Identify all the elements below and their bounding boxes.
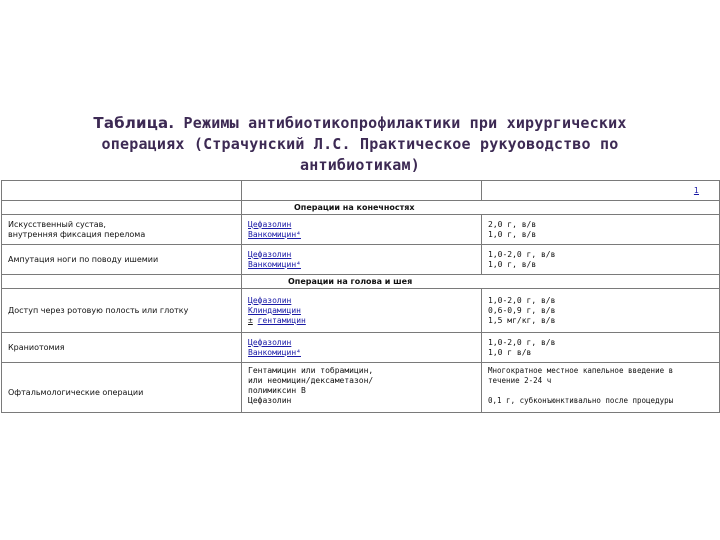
- header-row: [2, 181, 720, 201]
- title-line1: Режимы антибиотикопрофилактики при хирургических: [174, 114, 627, 132]
- drug-link[interactable]: Ванкомицин⁴: [248, 229, 301, 239]
- operation-cell: Искусственный сустав, внутренняя фиксация перелома: [2, 215, 242, 245]
- drug-link[interactable]: Цефазолин: [248, 295, 292, 305]
- table-row: [2, 363, 720, 413]
- dose-cell: 1,0-2,0 г, в/в 1,0 г в/в: [482, 333, 720, 363]
- drug-link[interactable]: Цефазолин: [248, 219, 292, 229]
- drug-link[interactable]: Цефазолин: [248, 337, 292, 347]
- drug-link[interactable]: Ванкомицин⁴: [248, 259, 301, 269]
- header-cell-ref: [482, 181, 720, 201]
- table-row: [2, 333, 720, 363]
- dose-cell: Многократное местное капельное введение в течение 2-24 ч 0,1 г, субконъюнктивально после процедуры: [482, 363, 720, 413]
- operation-cell: Краниотомия: [2, 333, 242, 363]
- table-row: [2, 289, 720, 333]
- title-line3: антибиотикам): [300, 156, 420, 174]
- table-row: [2, 215, 720, 245]
- drugs-cell: [242, 245, 482, 275]
- operation-cell: Ампутация ноги по поводу ишемии: [2, 245, 242, 275]
- plus-minus-sign: ±: [248, 315, 253, 325]
- drug-link[interactable]: гентамицин: [257, 315, 306, 325]
- drug-link[interactable]: Цефазолин: [248, 249, 292, 259]
- footnote-link[interactable]: 1: [693, 186, 699, 195]
- operation-cell: Офтальмологические операции: [2, 363, 242, 413]
- dose-cell: 1,0-2,0 г, в/в 0,6-0,9 г, в/в 1,5 мг/кг, в/в: [482, 289, 720, 333]
- drug-link[interactable]: Клиндамицин: [248, 305, 301, 315]
- title-label: Таблица.: [93, 114, 175, 132]
- table-title: [0, 113, 720, 176]
- dose-cell: 2,0 г, в/в 1,0 г, в/в: [482, 215, 720, 245]
- title-line2: операциях (Страчунский Л.С. Практическое рукуоводство по: [101, 135, 619, 153]
- table-row: [2, 245, 720, 275]
- drugs-cell: [242, 215, 482, 245]
- antibiotic-table: [1, 180, 720, 413]
- section-row: [2, 201, 720, 215]
- drug-link[interactable]: Ванкомицин⁴: [248, 347, 301, 357]
- section-limbs: Операции на конечностях: [242, 201, 720, 215]
- operation-cell: Доступ через ротовую полость или глотку: [2, 289, 242, 333]
- drugs-cell: [242, 333, 482, 363]
- drugs-cell: [242, 289, 482, 333]
- section-row: [2, 275, 720, 289]
- section-head-neck: Операции на голова и шея: [242, 275, 720, 289]
- header-cell-empty: [242, 181, 482, 201]
- dose-cell: 1,0-2,0 г, в/в 1,0 г, в/в: [482, 245, 720, 275]
- drugs-cell: Гентамицин или тобрамицин, или неомицин/дексаметазон/ полимиксин В Цефазолин: [242, 363, 482, 413]
- header-cell-empty: [2, 181, 242, 201]
